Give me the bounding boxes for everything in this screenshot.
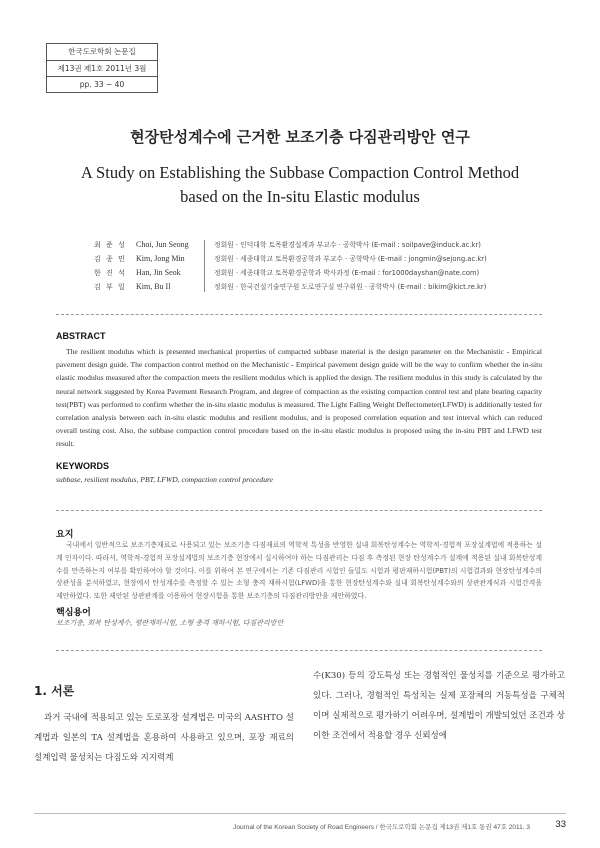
title-korean: 현장탄성계수에 근거한 보조기층 다짐관리방안 연구 <box>130 128 470 146</box>
body-right-column: 수(K30) 등의 강도특성 또는 경험적인 물성치를 기준으로 평가하고 있다. 그러나, 경험적인 특성치는 실제 포장체의 거동특성을 구체적이며 실제적으로 평가하기 어려우며, 설계법이 개발되었던 조건과 상이한 조건에서 적용할 경우 신뢰성에 <box>313 671 565 741</box>
author-list <box>94 238 564 294</box>
journal-info-box <box>46 43 158 93</box>
title-english-line1: A Study on Establishing the Subbase Compaction Control Method <box>80 163 520 182</box>
keywords-ko-heading: 핵심용어 <box>56 608 91 618</box>
author-name-ko: 김 부 일 <box>94 283 127 291</box>
keywords-heading: KEYWORDS <box>56 461 110 471</box>
author-name-ko: 김 종 민 <box>94 255 127 263</box>
author-affiliation: 정회원 · 세종대학교 토목환경공학과 박사과정 (E-mail : for1000dayshan@nate.com) <box>214 269 480 277</box>
author-row <box>94 252 564 266</box>
author-name-en: Han, Jin Seok <box>136 268 181 277</box>
journal-name: 한국도로학회 논문집 <box>68 47 136 56</box>
yoji-heading: 요지 <box>56 530 74 540</box>
author-affiliation: 정회원 · 인덕대학 토목환경설계과 부교수 · 공학박사 (E-mail : soilpave@induck.ac.kr) <box>214 241 481 249</box>
author-row <box>94 238 564 252</box>
body-left-column: 과거 국내에 적용되고 있는 도로포장 설계법은 미국의 AASHTO 설계법과 일본의 TA 설계법을 혼용하여 사용하고 있으며, 포장 재료의 설계입력 물성치는 다짐도와 지지력계 <box>34 713 294 763</box>
author-row <box>94 266 564 280</box>
abstract-heading: ABSTRACT <box>56 331 106 341</box>
journal-pages: pp. 33 ~ 40 <box>47 76 157 92</box>
abstract-body: The resilient modulus which is presented mechanical properties of compacted subbase material is the design parameter on the Mechanistic - Empirical pavement design guide. The compaction control method on the Mechanistic - Empirical pavement design guide will be the way to confirm whether the in-situ elastic modulus measured after the compaction meets the resilient modulus which is applied the design. The resilient modulus in this study is calculated by the neural network suggested by Korea Pavement Research Program, and degree of compaction as the existing compaction control test and plate bearing capacity test(PBT) was performed to confirm whether the in-situ elastic modulus is measured. The Light Falling Weight Deflectometer(LFWD) is additionally tested for correlation analysis between each in-situ elastic modulus and resilient modulus, and is proposed correlation equation and test interval which can reduced overall testing cost. Also, the subbase compaction control procedure based on the in-situ elastic modulus is proposed using the in-situ PBT and LFWD test result. <box>56 347 542 449</box>
author-row <box>94 280 564 294</box>
section-heading: 1. 서론 <box>34 684 75 698</box>
author-name-ko: 한 진 석 <box>94 269 127 277</box>
footer-rule <box>34 813 566 814</box>
author-name-en: Kim, Jong Min <box>136 254 185 263</box>
keywords-ko-body: 보조기층, 회복 탄성계수, 평판재하시험, 소형 충격 재하시험, 다짐관리방안 <box>56 619 284 627</box>
page-number: 33 <box>555 819 566 830</box>
footer-citation: Journal of the Korean Society of Road Engineers / 한국도로학회 논문집 제13권 제1호 통권 47호 2011. 3 <box>233 824 530 831</box>
yoji-body: 국내에서 일반적으로 보조기층재료로 사용되고 있는 보조기층 다짐재료의 역학적 특성을 반영한 실내 회복탄성계수는 역학적-경험적 포장설계법에 적용하는 설계 인자이다. 따라서, 역학적-경험적 포장설계법의 보조기층 현장에서 실시하여야 하는 다짐관리는 다짐 후 측정된 현장 탄성계수가 설계에 적용된 실내 회복탄성계수를 만족하는지 여부를 확인하여야 할 것이다. 이를 위하여 본 연구에서는 기존 다짐관리 시험인 들밀도 시험과 평판재하시험(PBT)의 시험결과와 현장탄성계수의 상관성을 분석하였고, 현장에서 탄성계수를 측정할 수 있는 소형 충격 재하시험(LFWD)을 통한 현장탄성계수와 실내 회복탄성계수와의 상관관계식과 시험간격을 제안하였다. 또한 제안된 상관관계를 이용하여 현장시험을 통한 보조기층의 다짐관리방안을 제안하였다. <box>56 541 542 601</box>
author-affiliation: 정회원 · 한국건설기술연구원 도로연구실 연구위원 · 공학박사 (E-mail : bikim@kict.re.kr) <box>214 283 487 291</box>
author-affiliation: 정회원 · 세종대학교 토목환경공학과 부교수 · 공학박사 (E-mail : jongmin@sejong.ac.kr) <box>214 255 487 263</box>
author-name-en: Choi, Jun Seong <box>136 240 189 249</box>
divider <box>56 650 542 651</box>
title-english-line2: based on the In-situ Elastic modulus <box>180 187 420 206</box>
divider <box>56 510 542 511</box>
divider <box>56 314 542 315</box>
author-name-ko: 최 준 성 <box>94 241 127 249</box>
author-name-en: Kim, Bu Il <box>136 282 171 291</box>
keywords-body: subbase, resilient modulus, PBT, LFWD, compaction control procedure <box>56 475 274 484</box>
journal-volume: 제13권 제1호 2011년 3월 <box>47 60 157 76</box>
